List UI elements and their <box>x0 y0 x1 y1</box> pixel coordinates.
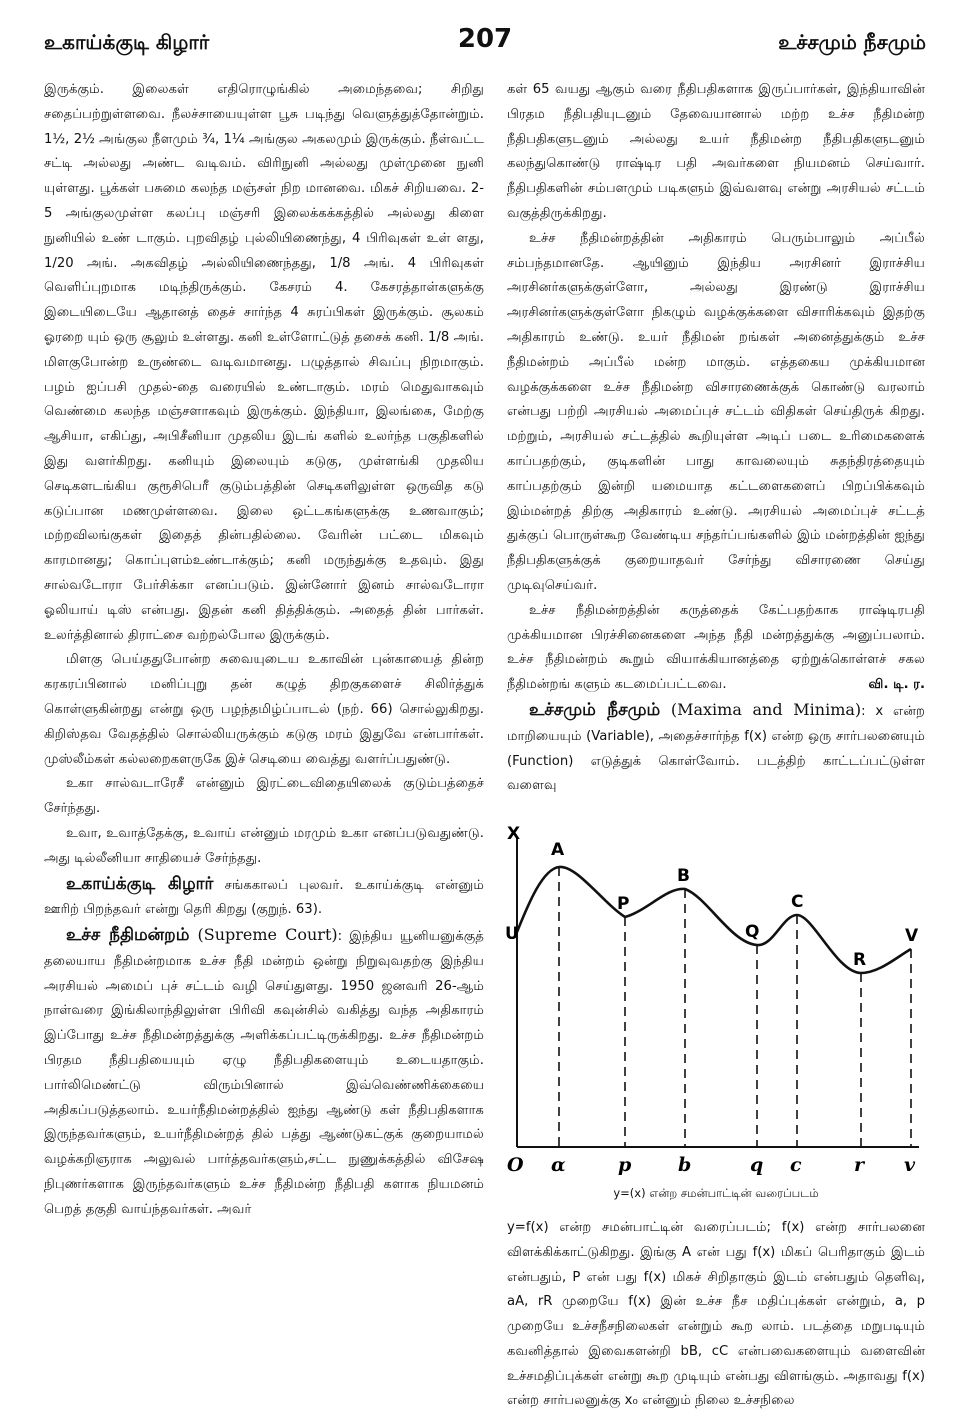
entry-title: உச்ச நீதிமன்றம் <box>66 925 190 946</box>
supreme-court-continued-paragraph: கள் 65 வயது ஆகும் வரை நீதிபதிகளாக இருப்பார்கள், இந்தியாவின் பிரதம நீதிபதியுடனும் தேவையானால் மற்ற உச்ச நீதிமன்ற நீதிபதிகளுடனும் அல்லது உயர் நீதிமன்ற நீதிபதிகளுடனும் கலந்துகொண்டு ராஷ்டிர பதி அவர்களை நியமனம் செய்வார். நீதிபதிகளின் சம்பளமும் படிகளும் இவ்வளவு என்று அரசியல் சட்டம் வகுத்திருக்கிறது. <box>507 82 925 221</box>
entry-maxima-minima <box>507 698 925 799</box>
entry-english-term: (Supreme Court) <box>189 925 338 945</box>
maxima-minima-figure <box>507 807 925 1177</box>
label-B: B <box>677 866 690 887</box>
maxima-minima-explanation: y=f(x) என்ற சமன்பாட்டின் வரைப்படம்; f(x) என்ற சார்பலனை விளக்கிக்காட்டுகிறது. இங்கு A என் பது f(x) மிகப் பெரிதாகும் இடம் என்பதும், P என் பது f(x) மிகச் சிறிதாகும் இடம் என்பதும் தெளிவு, aA, rR முறையே f(x) இன் உச்ச நீச மதிப்புக்கள் என்றும், a, p முறையே உச்சநீசநிலைகள் என்றும் கூற லாம். படத்தை மறுபடியும் கவனித்தால் இவைகளன்றி bB, cC என்பவைகளையும் வளைவின் உச்சமதிப்புக்கள் என்று கூற முடியும் என்பது விளங்கும். அதாவது f(x) என்ற சார்பலனுக்கு x₀ என்னும் நிலை உச்சநிலை <box>507 1219 925 1409</box>
label-A: A <box>551 840 565 861</box>
entry-text: சங்ககாலப் புலவர். உகாய்க்குடி என்னும் ஊரிற் பிறந்தவர் என்று தெரி கிறது (குறுந். 63). <box>44 877 484 918</box>
ukaa-description-paragraph: இருக்கும். இலைகள் எதிரொழுங்கில் அமைந்தவை; சிறிது சதைப்பற்றுள்ளவை. நீலச்சாயையுள்ள பூசு படிந்து வெளுத்துத்தோன்றும். 1½, 2½ அங்குல நீளமும் ¾, 1¼ அங்குல அகலமும் இருக்கும். நீள்வட்ட சட்டி அல்லது அண்ட வடிவம். விரிநுனி அல்லது முள்முனை நுனி யுள்ளது. பூக்கள் பசுமை கலந்த மஞ்சள் நிற மானவை. மிகச் சிறியவை. 2-5 அங்குலமுள்ள கலப்பு மஞ்சரி இலைக்கக்கத்தில் அல்லது கிளை நுனியில் உண் டாகும். புறவிதழ் புல்லியிணைந்து, 4 பிரிவுகள் உள் ளது, 1/20 அங். அகவிதழ் அல்லியிணைந்தது, 1/8 அங். 4 பிரிவுகள் வெளிப்புறமாக மடிந்திருக்கும். கேசரம் 4. கேசரத்தாள்களுக்கு இடையிடையே ஆதானத் தைச் சார்ந்த 4 சுரப்பிகள் இருக்கும். சூலகம் ஓரறை யும் ஒரு சூலும் உள்ளது. கனி உள்ளோட்டுத் தசைக் கனி. 1/8 அங். மிளகுபோன்ற உருண்டை வடிவமானது. பழுத்தால் சிவப்பு நிறமாகும். பழம் ஐப்பசி முதல்-தை வரையில் உண்டாகும். மரம் மெதுவாகவும் வெண்மை கலந்த மஞ்சளாகவும் இருக்கும். இந்தியா, இலங்கை, மேற்கு ஆசியா, எகிப்து, அபிசீனியா முதலிய இடங் களில் உலர்ந்த பகுதிகளில் இது வளர்கிறது. கனியும் இலையும் கடுகு, முள்ளங்கி முதலிய செடிகளடங்கிய குரூசிபெரீ குடும்பத்தின் செடிகளிலுள்ள ஒருவித கடு கடுப்பான மணமுள்ளவை. இலை ஒட்டகங்களுக்கு உணவாகும்; மற்றவிலங்குகள் இதைத் தின்பதில்லை. வேரின் பட்டை மிகவும் காரமானது; கொப்புளம்உண்டாக்கும்; கனி மருந்துக்கு உதவும். இது சால்வடோரா பேர்சிக்கா எனப்படும். இன்னோர் இனம் சால்வடோரா ஓலியாய் டிஸ் என்பது. இதன் கனி தித்திக்கும். அதைத் தின் பார்கள். உலர்த்தினால் திராட்சை வற்றல்போல இருக்கும். <box>44 82 484 643</box>
label-V: V <box>905 926 919 947</box>
figure-caption: y=(x) என்ற சமன்பாட்டின் வரைப்படம் <box>613 1186 819 1201</box>
entry-ukaaykkudi-kizhar <box>44 872 484 924</box>
label-q: q <box>750 1154 764 1177</box>
right-column <box>507 78 925 1414</box>
label-r: r <box>854 1154 865 1177</box>
label-v: v <box>904 1154 916 1177</box>
entry-title: உகாய்க்குடி கிழார் <box>66 873 214 894</box>
label-R: R <box>853 950 867 971</box>
function-curve <box>517 867 911 973</box>
running-head-right: உச்சமும் நீசமும் <box>778 30 926 54</box>
label-c: c <box>790 1154 802 1177</box>
label-a: α <box>551 1154 566 1177</box>
supreme-court-advisory-paragraph <box>507 599 925 698</box>
label-b: b <box>678 1154 692 1177</box>
label-Q: Q <box>745 922 760 943</box>
label-p: p <box>618 1154 632 1177</box>
curve-diagram <box>507 807 925 1177</box>
label-C: C <box>791 892 804 913</box>
entry-english-term: (Maxima and Minima) <box>660 699 862 719</box>
ukaa-literature-paragraph: மிளகு பெய்ததுபோன்ற சுவையுடைய உகாவின் புன்காயைத் தின்ற கரகரப்பினால் மனிப்புறு தன் கழுத் திறகுகளைச் சிலிர்த்துக் கொள்ளுகின்றது என்று ஒரு பழந்தமிழ்ப்பாடல் (நற். 66) சொல்லுகிறது. கிறிஸ்தவ வேதத்தில் சொல்லியருக்கும் கடுகு மரம் இதுவே என்பார்கள். முஸ்லீம்கள் கல்லறைகளருகே இச் செடியை வைத்து வளர்ப்பதுண்டு. <box>44 652 484 767</box>
label-u: U <box>505 924 519 945</box>
ordinate-lines <box>559 867 911 1147</box>
entry-text: : x என்ற மாறியையும் (Variable), அதைச்சார்ந்த f(x) என்ற ஒரு சார்பலனையும் (Function) எடுத்துக் கொள்வோம். படத்திற் காட்டப்பட்டுள்ள வளைவு <box>507 703 926 794</box>
uvaa-paragraph: உவா, உவாத்தேக்கு, உவாய் என்னும் மரமும் உகா எனப்படுவதுண்டு. அது டில்லீனியா சாதியைச் சேர்ந்தது. <box>44 825 484 866</box>
running-head-left: உகாய்க்குடி கிழார் <box>44 30 210 54</box>
page-number: 207 <box>457 24 513 54</box>
label-P: P <box>617 894 630 915</box>
page-header <box>44 24 926 64</box>
label-origin: O <box>507 1154 524 1177</box>
author-signature: வி. டி. ர. <box>868 677 925 693</box>
entry-title: உச்சமும் நீசமும் <box>529 699 661 720</box>
label-x-axis: X <box>507 824 521 845</box>
supreme-court-jurisdiction-paragraph: உச்ச நீதிமன்றத்தின் அதிகாரம் பெரும்பாலும் அப்பீல் சம்பந்தமானதே. ஆயினும் இந்திய அரசினர் இராச்சிய அரசினர்களுக்குள்ளோ, அல்லது இரண்டு இராச்சிய அரசினர்களுக்குள்ளோ நிகழும் வழக்குக்களை விசாரிக்கவும் இதற்கு அதிகாரம் உண்டு. உயர் நீதிமன் றங்கள் அனைத்துக்கும் உச்ச நீதிமன்றம் அப்பீல் மன்ற மாகும். எத்தகைய முக்கியமான வழக்குக்களை உச்ச நீதிமன்ற விசாரணைக்குக் கொண்டு வரலாம் என்பது பற்றி அரசியல் அமைப்புச் சட்டம் விதிகள் செய்திருக் கிறது. மற்றும், அரசியல் சட்டத்தில் கூறியுள்ள அடிப் படை உரிமைகளைக் காப்பதற்கும், குடிகளின் பாது காவலையும் சுதந்திரத்தையும் காப்பதற்கும் இன்றி யமையாத கட்டளைகளைப் பிறப்பிக்கவும் இம்மன்றத் திற்கு அதிகாரம் உண்டு. அரசியல் அமைப்புச் சட்டத் துக்குப் பொருள்கூற வேண்டிய சந்தர்ப்பங்களில் இம் மன்றத்தின் ஐந்து நீதிபதிகளுக்குக் குறையாதவர் சேர்ந்து விசாரணை செய்து முடிவுசெய்வர். <box>507 230 925 593</box>
paragraph-text: உச்ச நீதிமன்றத்தின் கருத்தைக் கேட்பதற்காக ராஷ்டிரபதி முக்கியமான பிரச்சினைகளை அந்த நீதி மன்றத்துக்கு அனுப்பலாம். உச்ச நீதிமன்றம் கூறும் வியாக்கியானத்தை ஏற்றுக்கொள்ளச் சகல நீதிமன்றங் களும் கடமைப்பட்டவை. <box>507 602 925 693</box>
ukaa-family-paragraph: உகா சால்வடாரேசீ என்னும் இரட்டைவிதையிலைக் குடும்பத்தைச் சேர்ந்தது. <box>44 776 484 817</box>
entry-text: : இந்திய யூனியனுக்குத் தலையாய நீதிமன்றமாக உச்ச நீதி மன்றம் ஒன்று நிறுவுவதற்கு இந்திய அரசியல் அமைப் புச் சட்டம் வழி செய்துளது. 1950 ஜனவரி 26-ஆம் நாள்வரை இங்கிலாந்திலுள்ள பிரிவி கவுன்சில் வகித்து வந்த அதிகாரம் இப்போது உச்ச நீதிமன்றத்துக்கு அளிக்கப்பட்டிருக்கிறது. உச்ச நீதிமன்றம் பிரதம நீதிபதியையும் ஏழு நீதிபதிகளையும் உடையதாகும். பார்லிமெண்ட்டு விரும்பினால் இவ்வெண்ணிக்கையை அதிகப்படுத்தலாம். உயர்நீதிமன்றத்தில் ஐந்து ஆண்டு கள் நீதிபதிகளாக இருந்தவர்களும், உயர்நீதிமன்றத் தில் பத்து ஆண்டுகட்குக் குறையாமல் வழக்கறிஞராக அலுவல் பார்த்தவர்களும்,சட்ட நுணுக்கத்தில் விசேஷ நிபுணர்களாக இருந்தவர்களும் உச்ச நீதிமன்ற நீதிபதி களாக நியமனம் பெறத் தகுதி வாய்ந்தவர்கள். அவர் <box>44 929 484 1217</box>
left-column <box>44 78 484 1223</box>
entry-supreme-court <box>44 923 484 1223</box>
